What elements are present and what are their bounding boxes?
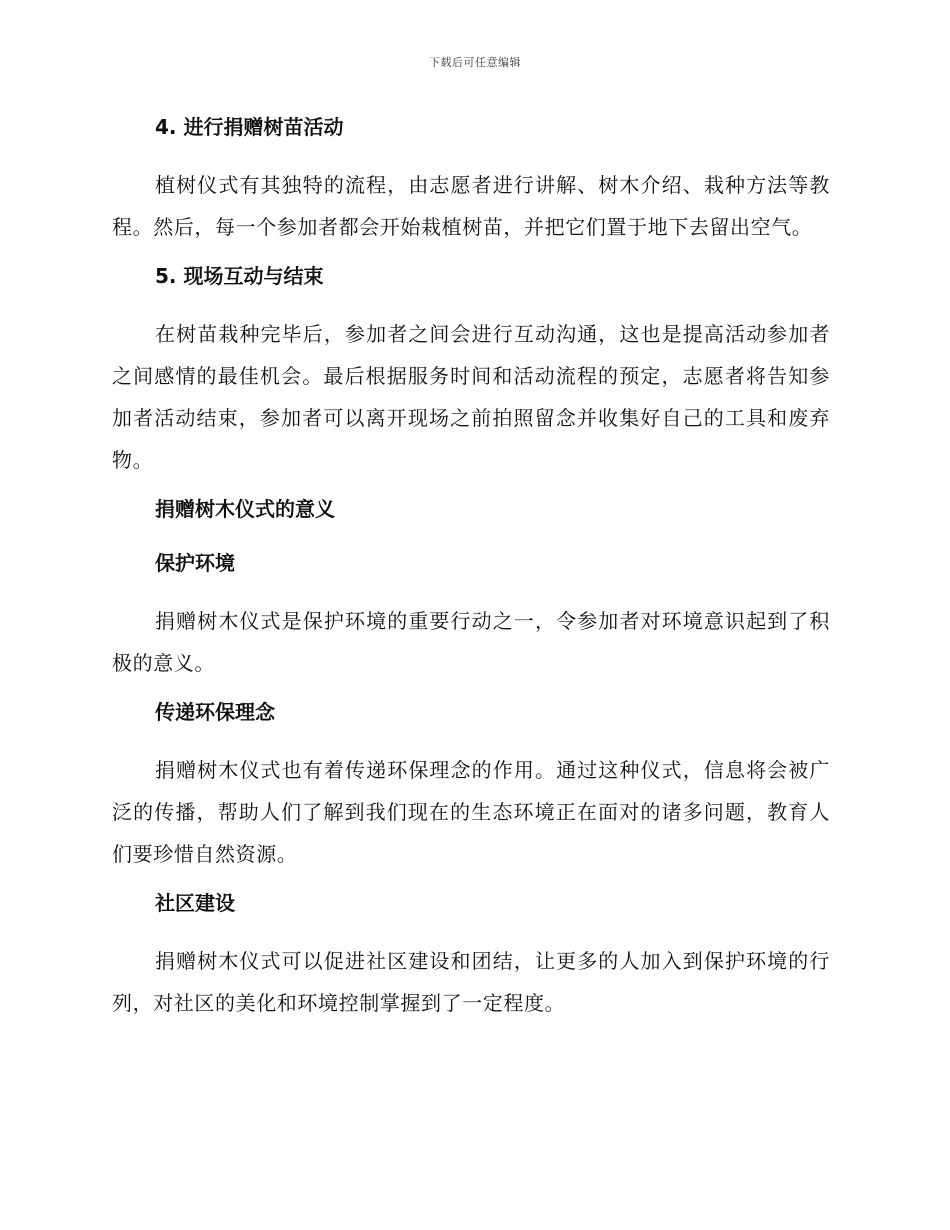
section-heading-protect-environment: 保护环境 <box>155 551 235 575</box>
section-heading-community: 社区建设 <box>155 891 235 915</box>
section-paragraph-5: 在树苗栽种完毕后，参加者之间会进行互动沟通，这也是提高活动参加者之间感情的最佳机会。最后根据服务时间和活动流程的预定，志愿者将告知参加者活动结束，参加者可以离开现场之前拍照留念并收集好自己的工具和废弃物。 <box>112 322 830 472</box>
page-header: 下载后可任意编辑 <box>429 56 521 69</box>
section-heading-significance: 捐赠树木仪式的意义 <box>155 497 335 521</box>
section-paragraph-protect-environment: 捐赠树木仪式是保护环境的重要行动之一，令参加者对环境意识起到了积极的意义。 <box>112 609 830 675</box>
section-paragraph-spread-concept: 捐赠树木仪式也有着传递环保理念的作用。通过这种仪式，信息将会被广泛的传播，帮助人们了解到我们现在的生态环境正在面对的诸多问题，教育人们要珍惜自然资源。 <box>112 758 830 866</box>
section-paragraph-4: 植树仪式有其独特的流程，由志愿者进行讲解、树木介绍、栽种方法等教程。然后，每一个参加者都会开始栽植树苗，并把它们置于地下去留出空气。 <box>112 173 830 239</box>
section-heading-spread-concept: 传递环保理念 <box>155 700 275 724</box>
section-heading-4: 4. 进行捐赠树苗活动 <box>155 115 344 139</box>
document-body <box>112 110 830 1035</box>
section-heading-5: 5. 现场互动与结束 <box>155 264 324 288</box>
section-paragraph-community: 捐赠树木仪式可以促进社区建设和团结，让更多的人加入到保护环境的行列，对社区的美化和环境控制掌握到了一定程度。 <box>112 949 830 1015</box>
